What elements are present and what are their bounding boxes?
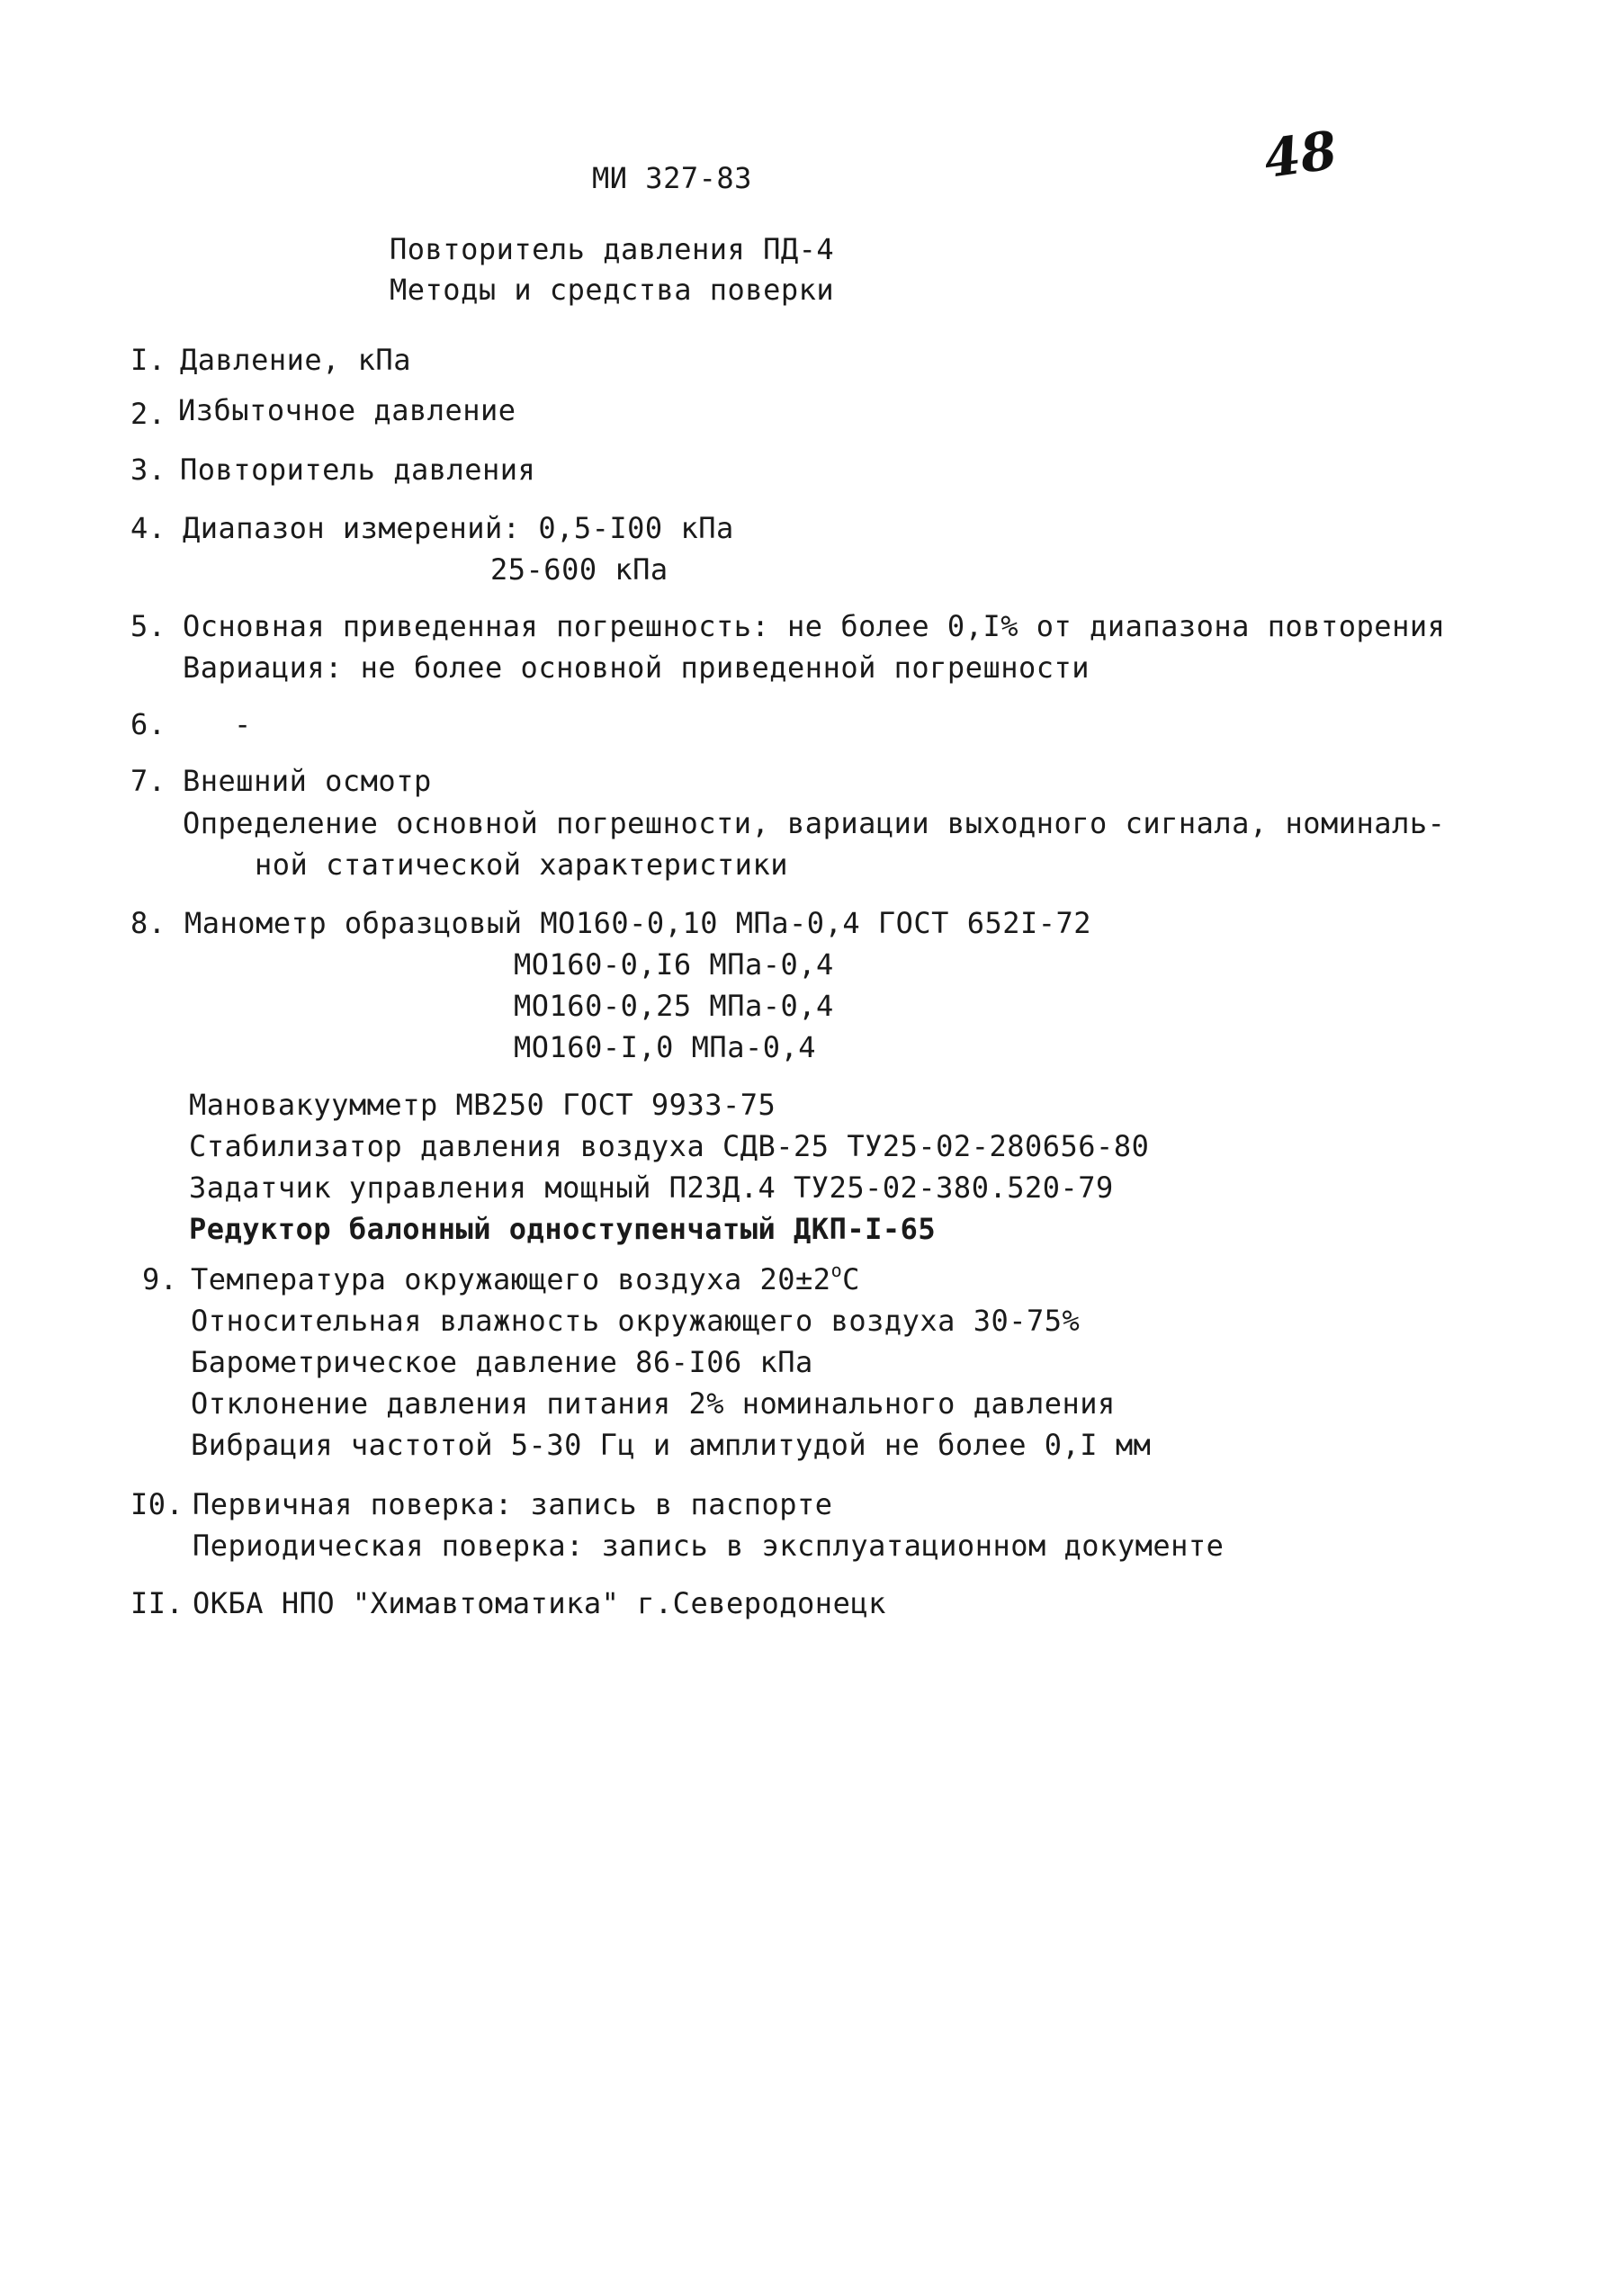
item-text-9c: Барометрическое давление 86-I06 кПа — [191, 1345, 813, 1379]
item-text-8b: МО160-0,I6 МПа-0,4 — [514, 947, 834, 982]
item-text-2: Избыточное давление — [178, 393, 516, 427]
temperature-text: Температура окружающего воздуха 20±2 — [191, 1262, 831, 1296]
item-text-1: Давление, кПа — [180, 343, 411, 377]
item-text-9d: Отклонение давления питания 2% номинального давления — [191, 1386, 1116, 1421]
item-text-4a: Диапазон измерений: 0,5-I00 кПа — [183, 511, 734, 545]
item-number-6: 6. — [130, 707, 166, 741]
item-text-8h: Редуктор балонный одноступенчатый ДКП-I-65 — [189, 1212, 937, 1246]
item-text-10b: Периодическая поверка: запись в эксплуатационном документе — [193, 1529, 1225, 1563]
item-text-11: ОКБА НПО "Химавтоматика" г.Северодонецк — [193, 1586, 886, 1620]
item-text-8c: МО160-0,25 МПа-0,4 — [514, 989, 834, 1023]
document-code: МИ 327-83 — [592, 161, 752, 195]
item-number-10: I0. — [130, 1487, 184, 1521]
item-text-9a — [191, 1261, 860, 1297]
item-number-8: 8. — [130, 906, 166, 940]
celsius-unit: С — [842, 1262, 860, 1296]
item-number-7: 7. — [130, 764, 166, 798]
item-text-5b: Вариация: не более основной приведенной погрешности — [183, 650, 1090, 685]
item-text-3: Повторитель давления — [180, 453, 536, 487]
item-number-1: I. — [130, 343, 166, 377]
item-number-9: 9. — [142, 1262, 178, 1296]
page-number: 48 — [1260, 119, 1341, 191]
item-text-8g: Задатчик управления мощный П23Д.4 ТУ25-02-380.520-79 — [189, 1170, 1114, 1205]
item-number-4: 4. — [130, 511, 166, 545]
item-text-8e: Мановакуумметр МВ250 ГОСТ 9933-75 — [189, 1088, 776, 1122]
item-text-8d: МО160-I,0 МПа-0,4 — [514, 1030, 817, 1064]
item-text-8f: Стабилизатор давления воздуха СДВ-25 ТУ25-02-280656-80 — [189, 1129, 1150, 1163]
item-text-9b: Относительная влажность окружающего воздуха 30-75% — [191, 1304, 1081, 1338]
item-text-4b: 25-600 кПа — [490, 552, 668, 587]
item-text-7b: Определение основной погрешности, вариации выходного сигнала, номиналь- — [183, 806, 1446, 840]
title-line-2: Методы и средства поверки — [390, 273, 835, 307]
degree-sign: о — [830, 1260, 843, 1281]
item-text-9e: Вибрация частотой 5-30 Гц и амплитудой не более 0,I мм — [191, 1428, 1152, 1462]
item-text-10a: Первичная поверка: запись в паспорте — [193, 1487, 833, 1521]
item-text-7c: ной статической характеристики — [255, 848, 788, 882]
item-text-7a: Внешний осмотр — [183, 764, 432, 798]
item-text-5a: Основная приведенная погрешность: не более 0,I% от диапазона повторения — [183, 609, 1446, 643]
item-text-6: - — [234, 707, 252, 741]
item-number-11: II. — [130, 1586, 184, 1620]
title-line-1: Повторитель давления ПД-4 — [390, 232, 835, 266]
item-number-2: 2. — [130, 397, 166, 431]
item-number-5: 5. — [130, 609, 166, 643]
item-number-3: 3. — [130, 453, 166, 487]
item-text-8a: Манометр образцовый МО160-0,10 МПа-0,4 ГОСТ 652I-72 — [184, 906, 1092, 940]
